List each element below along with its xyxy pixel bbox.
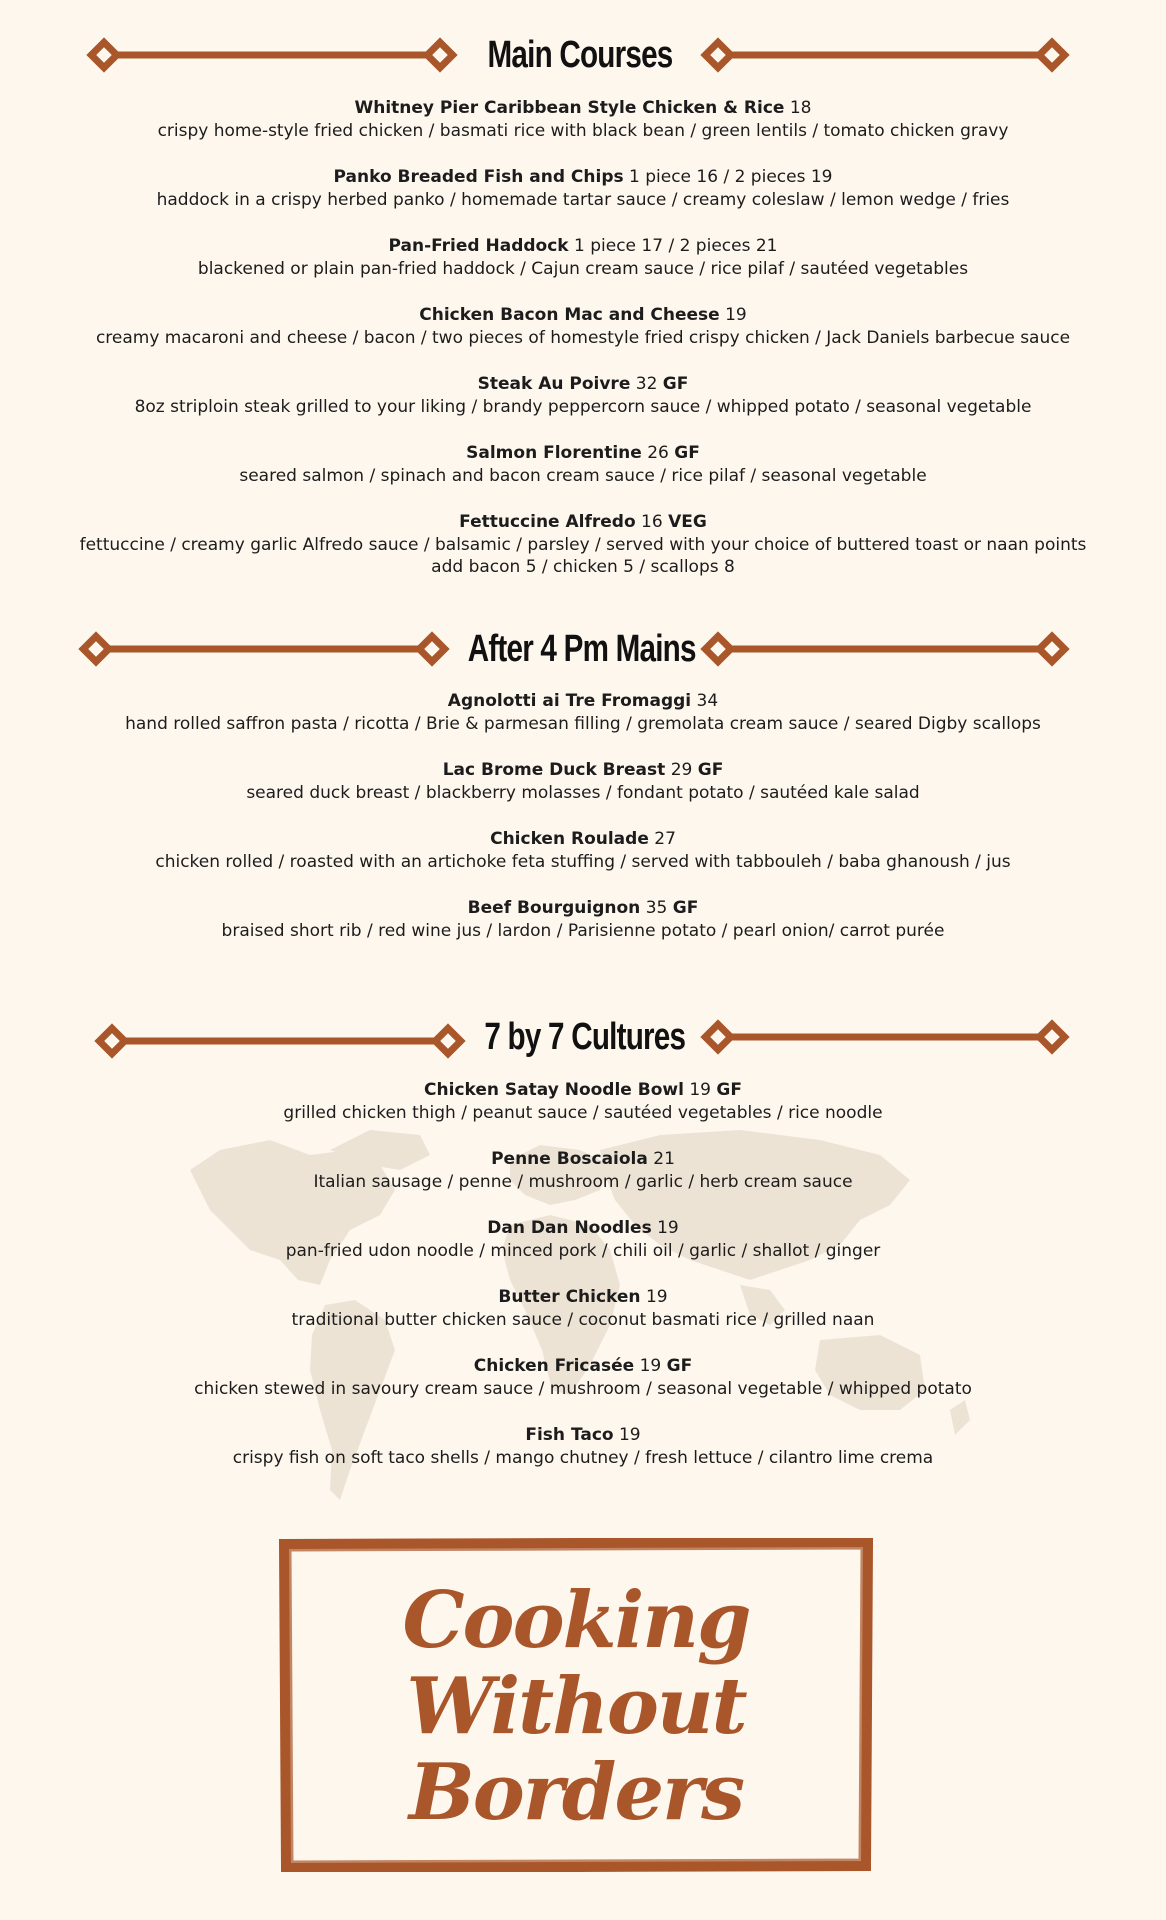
item-name: Agnolotti ai Tre Fromaggi: [447, 691, 692, 711]
dietary-tag: GF: [662, 374, 689, 394]
section-header-main-courses: [0, 25, 1166, 85]
menu-item: [0, 897, 1166, 942]
item-name: Chicken Fricasée: [473, 1356, 635, 1376]
menu-item: [0, 828, 1166, 873]
menu-list-main-courses: [0, 97, 1166, 578]
item-name: Butter Chicken: [498, 1287, 641, 1307]
item-description: hand rolled saffron pasta / ricotta / Brie & parmesan filling / gremolata cream sauce / seared Digby scallops: [125, 714, 1041, 734]
menu-item: [0, 511, 1166, 578]
item-description: pan-fried udon noodle / minced pork / chili oil / garlic / shallot / ginger: [285, 1241, 881, 1261]
menu-item: [0, 166, 1166, 211]
menu-item: [0, 373, 1166, 418]
item-addons: add bacon 5 / chicken 5 / scallops 8: [431, 557, 735, 577]
banner-line: Borders: [408, 1747, 744, 1838]
dietary-tag: GF: [674, 443, 700, 463]
item-description: seared salmon / spinach and bacon cream sauce / rice pilaf / seasonal vegetable: [239, 466, 927, 486]
item-name: Dan Dan Noodles: [487, 1218, 652, 1238]
menu-item: [0, 1286, 1166, 1331]
item-name: Panko Breaded Fish and Chips: [333, 167, 624, 187]
banner-line: Without: [406, 1661, 746, 1752]
section-title: 7 by 7 Cultures: [484, 1016, 686, 1058]
item-price: 1 piece 17 / 2 pieces 21: [574, 236, 778, 256]
section-header-after-4pm: [0, 619, 1166, 679]
item-price: 19: [689, 1080, 711, 1100]
menu-list-7by7: [0, 1079, 1166, 1469]
item-price: 26: [647, 443, 669, 463]
item-name: Beef Bourguignon: [467, 898, 641, 918]
item-name: Steak Au Poivre: [477, 374, 631, 394]
item-price: 19: [639, 1356, 662, 1376]
item-description: crispy fish on soft taco shells / mango chutney / fresh lettuce / cilantro lime crema: [232, 1448, 934, 1468]
item-price: 32: [635, 374, 658, 394]
item-name: Whitney Pier Caribbean Style Chicken & Rice: [354, 98, 785, 118]
item-price: 19: [725, 305, 747, 325]
item-description: crispy home-style fried chicken / basmati rice with black bean / green lentils / tomato chicken gravy: [157, 121, 1009, 141]
item-price: 19: [618, 1425, 641, 1445]
item-name: Pan-Fried Haddock: [388, 236, 569, 256]
item-description: braised short rib / red wine jus / lardon / Parisienne potato / pearl onion/ carrot purée: [221, 921, 945, 941]
item-name: Chicken Roulade: [490, 829, 649, 849]
item-name: Lac Brome Duck Breast: [442, 760, 666, 780]
item-name: Chicken Satay Noodle Bowl: [424, 1080, 684, 1100]
dietary-tag: GF: [666, 1356, 693, 1376]
menu-item: [0, 97, 1166, 142]
item-price: 34: [696, 691, 719, 711]
item-price: 19: [657, 1218, 679, 1238]
item-description: blackened or plain pan-fried haddock / Cajun cream sauce / rice pilaf / sautéed vegetables: [197, 259, 969, 279]
menu-item: [0, 1217, 1166, 1262]
item-name: Penne Boscaiola: [491, 1149, 648, 1169]
dietary-tag: GF: [716, 1080, 742, 1100]
item-price: 35: [645, 898, 668, 918]
section-title: Main Courses: [487, 34, 673, 76]
menu-item: [0, 1355, 1166, 1400]
item-price: 16: [641, 512, 663, 532]
item-description: 8oz striploin steak grilled to your liking / brandy peppercorn sauce / whipped potato / seasonal vegetable: [134, 397, 1032, 417]
item-description: Italian sausage / penne / mushroom / garlic / herb cream sauce: [313, 1172, 853, 1192]
item-name: Chicken Bacon Mac and Cheese: [419, 305, 720, 325]
dietary-tag: GF: [697, 760, 724, 780]
item-description: creamy macaroni and cheese / bacon / two pieces of homestyle fried crispy chicken / Jack Daniels barbecue sauce: [95, 328, 1071, 348]
item-price: 1 piece 16 / 2 pieces 19: [629, 167, 833, 187]
item-price: 21: [653, 1149, 675, 1169]
item-price: 19: [645, 1287, 668, 1307]
section-title: After 4 Pm Mains: [467, 628, 696, 670]
item-price: 27: [654, 829, 676, 849]
item-description: chicken rolled / roasted with an artichoke feta stuffing / served with tabbouleh / baba ghanoush / jus: [155, 852, 1011, 872]
section-header-7by7: [0, 1007, 1166, 1067]
menu-item: [0, 442, 1166, 487]
dietary-tag: VEG: [668, 512, 707, 532]
item-description: chicken stewed in savoury cream sauce / mushroom / seasonal vegetable / whipped potato: [194, 1379, 972, 1399]
item-description: fettuccine / creamy garlic Alfredo sauce / balsamic / parsley / served with your choice of buttered toast or naan points: [79, 535, 1087, 555]
item-description: seared duck breast / blackberry molasses / fondant potato / sautéed kale salad: [246, 783, 920, 803]
menu-item: [0, 1424, 1166, 1469]
menu-item: [0, 1079, 1166, 1124]
dietary-tag: GF: [672, 898, 699, 918]
menu-item: [0, 690, 1166, 735]
item-price: 18: [789, 98, 812, 118]
item-name: Fish Taco: [525, 1425, 614, 1445]
menu-item: [0, 235, 1166, 280]
banner-line: Cooking: [402, 1575, 750, 1666]
item-description: traditional butter chicken sauce / coconut basmati rice / grilled naan: [291, 1310, 875, 1330]
menu-item: [0, 759, 1166, 804]
menu-item: [0, 304, 1166, 349]
item-name: Salmon Florentine: [466, 443, 642, 463]
menu-item: [0, 1148, 1166, 1193]
item-name: Fettuccine Alfredo: [459, 512, 636, 532]
item-description: grilled chicken thigh / peanut sauce / sautéed vegetables / rice noodle: [283, 1103, 883, 1123]
item-price: 29: [670, 760, 693, 780]
menu-list-after-4pm: [0, 690, 1166, 942]
item-description: haddock in a crispy herbed panko / homemade tartar sauce / creamy coleslaw / lemon wedge / fries: [156, 190, 1010, 210]
